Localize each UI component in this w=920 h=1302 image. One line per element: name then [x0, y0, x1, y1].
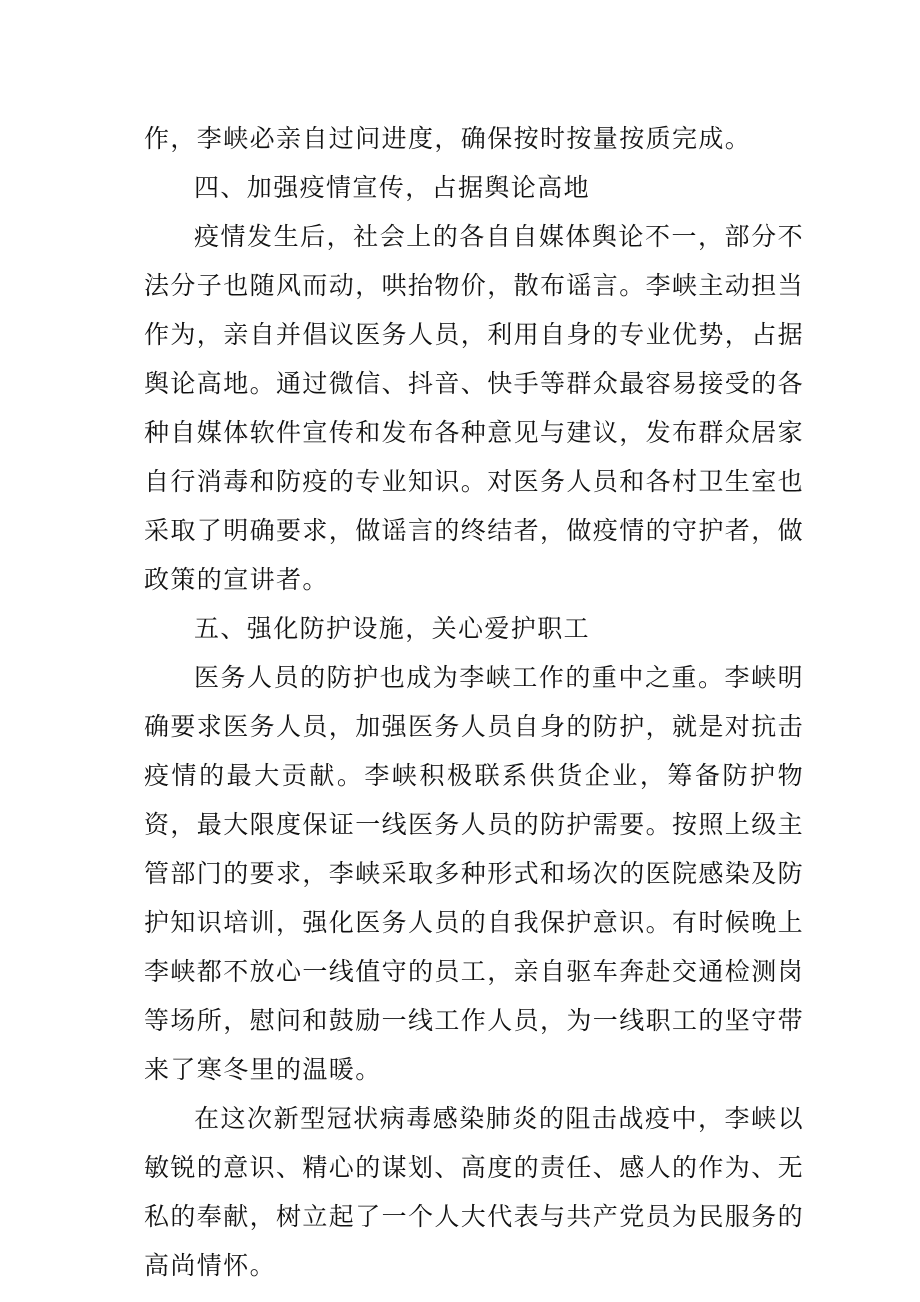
paragraph-continuation: 作，李峡必亲自过问进度，确保按时按量按质完成。 — [144, 124, 752, 153]
document-body — [144, 114, 804, 1290]
section-heading-four: 四、加强疫情宣传，占据舆论高地 — [194, 173, 591, 202]
paragraph-publicity: 疫情发生后，社会上的各自自媒体舆论不一，部分不法分子也随风而动，哄抬物价，散布谣言。李峡主动担当作为，亲自并倡议医务人员，利用自身的专业优势，占据舆论高地。通过微信、抖音、快手等群众最容易接受的各种自媒体软件宣传和发布各种意见与建议，发布群众居家自行消毒和防疫的专业知识。对医务人员和各村卫生室也采取了明确要求，做谣言的终结者，做疫情的守护者，做政策的宣讲者。 — [144, 222, 805, 594]
section-heading-five: 五、强化防护设施，关心爱护职工 — [194, 614, 591, 643]
paragraph-conclusion: 在这次新型冠状病毒感染肺炎的阻击战疫中，李峡以敏锐的意识、精心的谋划、高度的责任、感人的作为、无私的奉献，树立起了一个人大代表与共产党员为民服务的高尚情怀。 — [144, 1104, 805, 1280]
paragraph-protection: 医务人员的防护也成为李峡工作的重中之重。李峡明确要求医务人员，加强医务人员自身的防护，就是对抗击疫情的最大贡献。李峡积极联系供货企业，筹备防护物资，最大限度保证一线医务人员的防护需要。按照上级主管部门的要求，李峡采取多种形式和场次的医院感染及防护知识培训，强化医务人员的自我保护意识。有时候晚上李峡都不放心一线值守的员工，亲自驱车奔赴交通检测岗等场所，慰问和鼓励一线工作人员，为一线职工的坚守带来了寒冬里的温暖。 — [144, 663, 805, 1084]
